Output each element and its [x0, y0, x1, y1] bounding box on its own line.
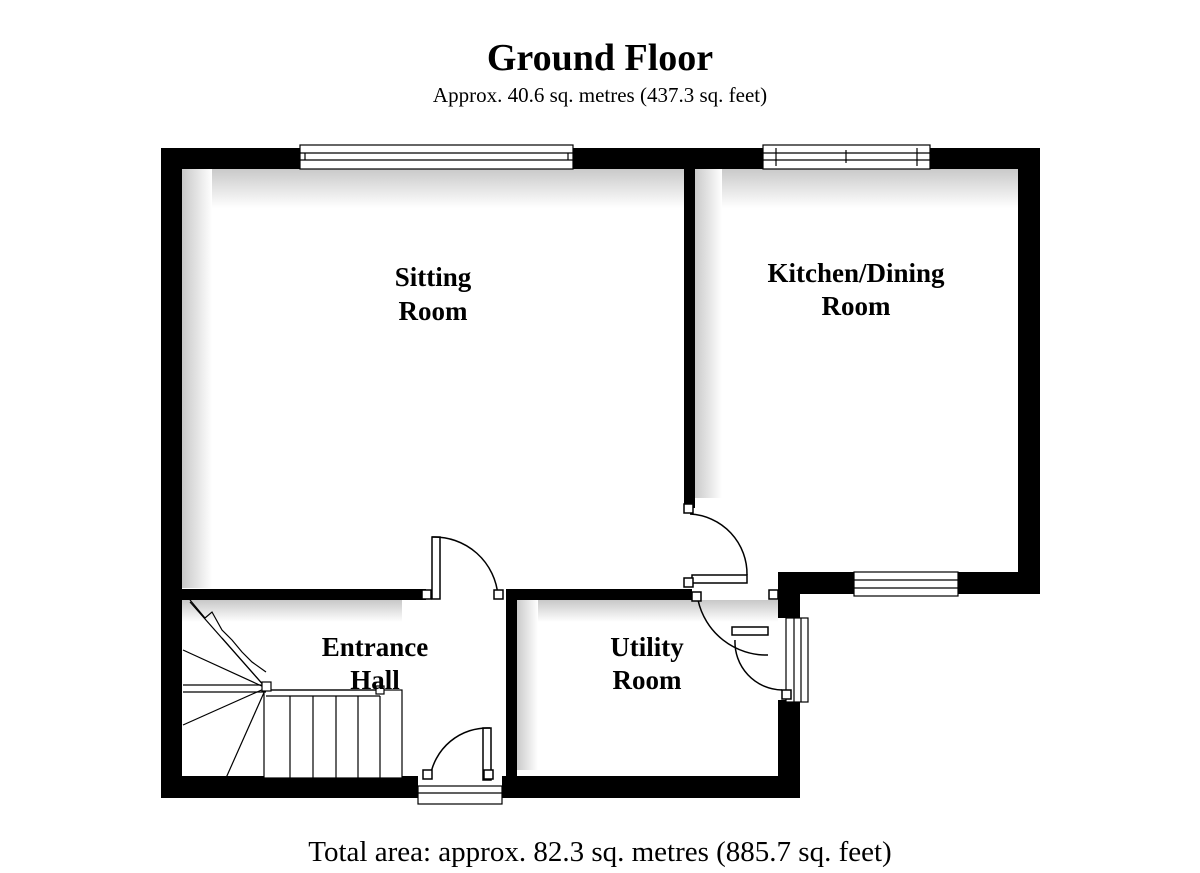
- door-front: [423, 728, 493, 780]
- room-label-entrance-hall: [322, 632, 429, 695]
- room-label-sitting-room: [395, 262, 472, 326]
- room-name-line1: Entrance: [321, 632, 429, 662]
- room-name-line1: Utility: [610, 632, 684, 662]
- door-kitchen: [684, 504, 747, 587]
- room-label-utility-room: [610, 632, 684, 695]
- room-name-line2: Room: [398, 296, 468, 326]
- room-name-line1: Kitchen/Dining: [767, 258, 945, 288]
- room-name-line2: Room: [612, 665, 682, 695]
- door-sitting-room: [422, 537, 503, 599]
- room-name-line2: Room: [821, 291, 891, 321]
- floor-area-subtitle: Approx. 40.6 sq. metres (437.3 sq. feet): [432, 83, 768, 107]
- window-kitchen-rear: [854, 572, 958, 596]
- floor-title: Ground Floor: [486, 37, 714, 79]
- window-kitchen: [763, 145, 930, 169]
- window-sitting-room: [300, 145, 573, 169]
- room-name-line1: Sitting: [394, 262, 472, 292]
- room-name-line2: Hall: [350, 665, 400, 695]
- total-area: Total area: approx. 82.3 sq. metres (885.7 sq. feet): [308, 836, 892, 868]
- room-label-kitchen-dining: [767, 258, 945, 321]
- window-front-door: [418, 786, 502, 804]
